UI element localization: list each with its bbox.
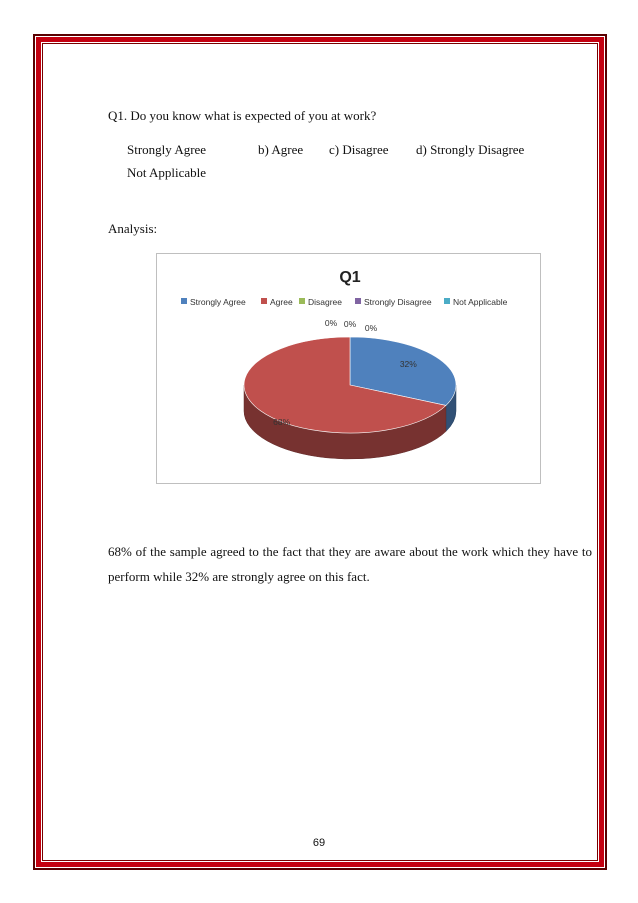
- legend-item-agree: [261, 297, 293, 307]
- option-agree: b) Agree: [258, 142, 304, 157]
- legend-label: Strongly Disagree: [364, 297, 432, 307]
- option-strongly-disagree: d) Strongly Disagree: [416, 142, 525, 157]
- option-strongly-agree: Strongly Agree: [127, 142, 207, 157]
- legend-swatch: [261, 298, 267, 304]
- legend-item-strongly-agree: [181, 297, 246, 307]
- data-label-agree: 68%: [273, 416, 291, 427]
- legend-label: Agree: [270, 297, 293, 307]
- legend-label: Not Applicable: [453, 297, 508, 307]
- data-label-strongly-agree: 32%: [399, 359, 417, 370]
- data-label-disagree: 0%: [324, 318, 338, 328]
- legend-label: Strongly Agree: [190, 297, 246, 307]
- legend-label: Disagree: [308, 297, 343, 307]
- legend-item-disagree: [299, 297, 342, 307]
- legend-swatch: [355, 298, 361, 304]
- page-number: 69: [312, 837, 326, 849]
- question-title: Q1. Do you know what is expected of you at work?: [108, 108, 377, 123]
- legend-item-strongly-disagree: [355, 297, 432, 307]
- pie-chart-svg: [157, 254, 542, 485]
- option-not-applicable: Not Applicable: [127, 165, 207, 180]
- legend-item-not-applicable: [444, 297, 508, 307]
- data-label-not-applicable: 0%: [364, 323, 378, 333]
- legend-swatch: [299, 298, 305, 304]
- analysis-label: Analysis:: [108, 221, 158, 236]
- legend-swatch: [444, 298, 450, 304]
- conclusion-paragraph: 68% of the sample agreed to the fact that they are aware about the work which they have to perform while 32% are strongly agree on this fact.: [108, 544, 592, 584]
- chart-legend: [181, 297, 508, 307]
- option-disagree: c) Disagree: [329, 142, 389, 157]
- pie-chart: [156, 253, 541, 484]
- chart-title: Q1: [339, 269, 361, 286]
- legend-swatch: [181, 298, 187, 304]
- data-label-strongly-disagree: 0%: [343, 319, 357, 329]
- pie-slices: [244, 337, 456, 459]
